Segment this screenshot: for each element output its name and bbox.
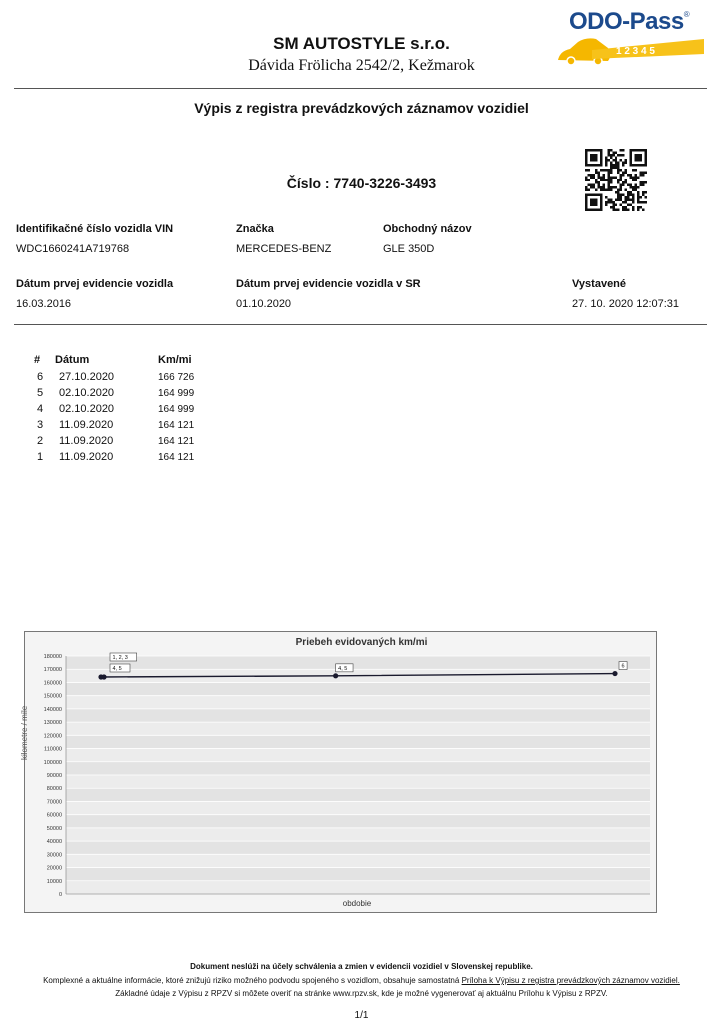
vin-label: Identifikačné číslo vozidla VIN [16,223,174,235]
qr-code-icon [585,149,647,211]
company-address: Dávida Frölicha 2542/2, Kežmarok [248,57,475,74]
disclaimer: Dokument neslúži na účely schválenia a zmien v evidencii vozidiel v Slovenskej republike. [190,962,533,971]
y-tick-label: 60000 [46,812,62,819]
row-number: 3 [37,419,44,431]
info-text [0,976,723,985]
document-title: Výpis z registra prevádzkových záznamov vozidiel [194,100,529,116]
row-number: 2 [37,435,44,447]
column-header-date: Dátum [55,354,90,366]
row-number: 1 [37,451,44,463]
row-km: 166 726 [158,372,195,383]
grid-band [66,682,650,695]
chart-title: Priebeh evidovaných km/mi [295,637,428,648]
row-number: 6 [37,371,44,383]
chart-y-axis-label: kilometre / míle [20,705,29,760]
data-point [612,671,617,676]
model-value: GLE 350D [383,243,435,255]
y-tick-label: 40000 [46,839,62,846]
y-tick-label: 80000 [46,786,62,793]
y-tick-label: 160000 [43,680,62,687]
row-date: 02.10.2020 [59,403,115,415]
model-label: Obchodný názov [383,223,472,235]
data-point [101,674,106,679]
point-label: 4, 5 [338,665,348,672]
row-date: 11.09.2020 [59,419,114,431]
y-tick-label: 90000 [46,773,62,779]
odometer-car-icon [556,34,706,66]
grid-band [66,841,650,854]
info-divider [14,324,707,325]
first-registration-value: 16.03.2016 [16,298,72,310]
info-text-prefix: Komplexné a aktuálne informácie, ktoré znižujú riziko možného podvodu spojeného s vozidlom, obsahuje samostatná [43,976,462,985]
y-tick-label: 180000 [43,654,62,660]
y-tick-label: 120000 [43,733,62,740]
logo-digits: 1 2 3 4 5 [616,46,655,57]
y-tick-label: 100000 [43,759,62,766]
y-tick-label: 70000 [46,799,62,806]
vin-value: WDC1660241A719768 [16,243,130,255]
first-registration-label: Dátum prvej evidencie vozidla [16,278,174,290]
y-tick-label: 50000 [46,825,62,832]
y-tick-label: 10000 [46,878,62,885]
y-tick-label: 170000 [43,667,62,674]
row-km: 164 999 [158,388,195,399]
first-registration-sr-value: 01.10.2020 [236,298,292,310]
chart-x-axis-label: obdobie [342,899,372,908]
row-date: 27.10.2020 [59,371,115,383]
first-registration-sr-label: Dátum prvej evidencie vozidla v SR [236,278,421,290]
y-tick-label: 30000 [46,852,62,859]
grid-band [66,735,650,748]
point-label: 6 [621,663,625,670]
row-km: 164 121 [158,420,195,431]
y-tick-label: 140000 [43,706,62,713]
logo-text: ODO-Pass [569,8,684,35]
y-tick-label: 110000 [44,746,62,753]
row-km: 164 999 [158,404,195,415]
attachment-link[interactable]: Príloha k Výpisu z registra prevádzkových záznamov vozidiel. [461,976,680,985]
row-date: 11.09.2020 [59,451,114,463]
y-tick-label: 20000 [46,865,62,872]
document-number: Číslo : 7740-3226-3493 [286,175,437,191]
grid-band [66,868,650,881]
grid-band [66,709,650,722]
point-label: 4, 5 [112,665,122,672]
column-header-number: # [34,354,41,366]
column-header-km: Km/mi [158,354,192,366]
chart-plot [24,631,657,913]
point-label: 1, 2, 3 [112,654,128,661]
grid-band [66,656,650,669]
issued-label: Vystavené [572,278,627,290]
row-date: 02.10.2020 [59,387,115,399]
row-km: 164 121 [158,452,195,463]
grid-band [66,788,650,801]
odo-pass-logo [556,6,706,66]
verification-note: Základné údaje z Výpisu z RPZV si môžete overiť na stránke www.rpzv.sk, kde je možné vygenerovať aj aktuálnu Prílohu k Výpisu z RPZV. [115,989,608,998]
page-number: 1/1 [354,1010,369,1021]
header-divider [14,88,707,89]
data-point [333,673,338,678]
company-name: SM AUTOSTYLE s.r.o. [273,34,450,53]
y-tick-label: 150000 [43,693,62,700]
registered-mark: ® [683,10,690,19]
make-value: MERCEDES-BENZ [236,243,332,255]
y-tick-label: 0 [58,892,62,898]
y-tick-label: 130000 [43,720,62,727]
grid-band [66,762,650,775]
row-number: 4 [37,403,44,415]
row-km: 164 121 [158,436,195,447]
make-label: Značka [236,223,274,235]
issued-value: 27. 10. 2020 12:07:31 [572,298,680,310]
row-date: 11.09.2020 [59,435,114,447]
row-number: 5 [37,387,44,399]
grid-band [66,815,650,828]
